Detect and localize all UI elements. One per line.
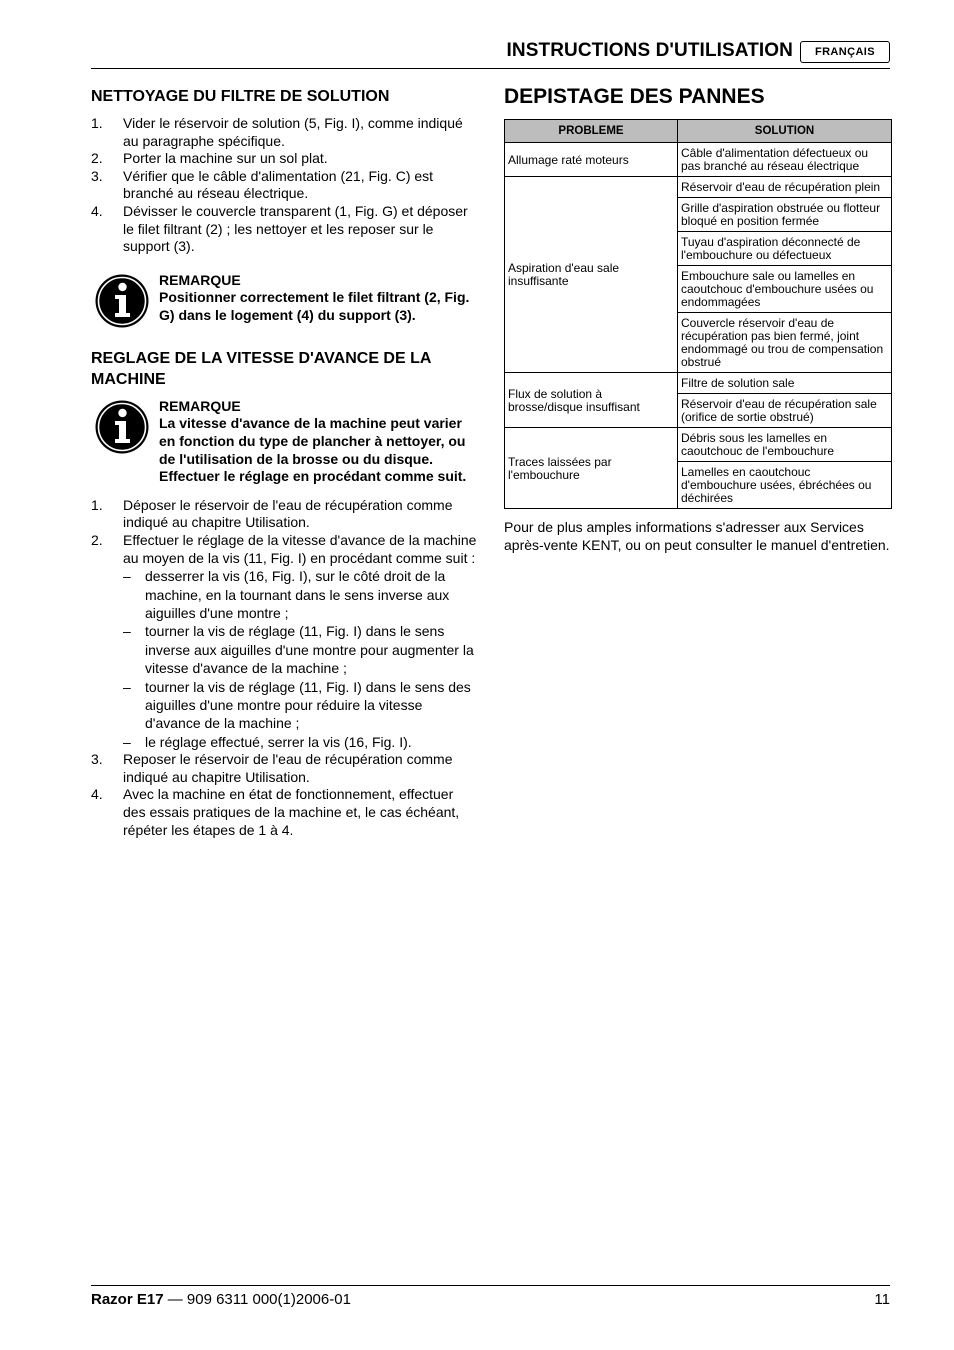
problem-cell: Traces laissées par l'embouchure	[505, 428, 678, 509]
section-title-filter: NETTOYAGE DU FILTRE DE SOLUTION	[91, 88, 390, 105]
info-icon	[95, 400, 149, 454]
step-number: 1.	[91, 115, 103, 131]
solution-cell: Réservoir d'eau de récupération sale (orifice de sortie obstrué)	[678, 394, 892, 428]
left-column	[91, 86, 477, 839]
dash-bullet: –	[123, 568, 131, 585]
sub-step-list	[123, 567, 477, 751]
step-text: Dévisser le couvercle transparent (1, Fig. G) et déposer le filet filtrant (2) ; les nettoyer et les reposer sur le support (3).	[123, 202, 468, 255]
solution-cell: Embouchure sale ou lamelles en caoutchouc d'embouchure usées ou endommagées	[678, 266, 892, 313]
step-text: Avec la machine en état de fonctionnement, effectuer des essais pratiques de la machine et, le cas échéant, répéter les étapes de 1 à 4.	[123, 786, 460, 838]
step-number: 3.	[91, 751, 103, 768]
note-filter	[91, 272, 477, 328]
list-item	[91, 497, 477, 532]
list-item	[91, 150, 477, 168]
solution-cell: Réservoir d'eau de récupération plein	[678, 177, 892, 198]
solution-cell: Tuyau d'aspiration déconnecté de l'embouchure ou défectueux	[678, 232, 892, 266]
note-body: Positionner correctement le filet filtrant (2, Fig. G) dans le logement (4) du support (3).	[159, 289, 470, 323]
step-number: 2.	[91, 531, 103, 548]
step-number: 4.	[91, 202, 103, 219]
page-header	[91, 38, 890, 68]
solution-cell: Débris sous les lamelles en caoutchouc de l'embouchure	[678, 428, 892, 462]
step-text: Reposer le réservoir de l'eau de récupération comme indiqué au chapitre Utilisation.	[123, 751, 453, 785]
step-text: Vider le réservoir de solution (5, Fig. I), comme indiqué au paragraphe spécifique.	[123, 115, 463, 149]
dash-bullet: –	[123, 623, 131, 640]
info-icon	[95, 274, 149, 328]
list-item	[91, 203, 477, 256]
note-title: REMARQUE	[159, 271, 241, 288]
list-item	[91, 751, 477, 786]
step-number: 3.	[91, 167, 103, 184]
list-item	[91, 532, 477, 751]
solution-cell: Lamelles en caoutchouc d'embouchure usées, ébréchées ou déchirées	[678, 462, 892, 509]
dash-bullet: –	[123, 678, 131, 695]
note-body: La vitesse d'avance de la machine peut varier en fonction du type de plancher à nettoyer, ou de l'utilisation de la brosse ou du disque. Effectuer le réglage en procédant comme suit.	[159, 415, 467, 485]
solution-cell: Filtre de solution sale	[678, 373, 892, 394]
step-text: Porter la machine sur un sol plat.	[123, 150, 328, 167]
page-number: 11	[874, 1291, 890, 1308]
step-text: Déposer le réservoir de l'eau de récupération comme indiqué au chapitre Utilisation.	[123, 496, 453, 531]
sub-list-item	[123, 678, 477, 733]
table-row	[505, 373, 892, 394]
table-header-row	[505, 120, 892, 143]
footer-doc-info	[91, 1291, 351, 1308]
sub-list-item	[123, 567, 477, 622]
footer-divider	[91, 1285, 890, 1286]
right-column	[504, 84, 892, 555]
dash-bullet: –	[123, 733, 131, 750]
header-divider	[91, 68, 890, 69]
troubleshooting-table	[504, 119, 892, 509]
sub-step-text: tourner la vis de réglage (11, Fig. I) dans le sens inverse aux aiguilles d'une montre pour augmenter la vitesse d'avance de la machine ;	[145, 623, 474, 677]
note-speed	[91, 398, 477, 486]
table-row	[505, 428, 892, 462]
filter-steps-list	[91, 115, 477, 256]
step-text: Effectuer le réglage de la vitesse d'avance de la machine au moyen de la vis (11, Fig. I) en procédant comme suit :	[123, 531, 477, 566]
model-name: Razor E17	[91, 1291, 164, 1308]
document-number: — 909 6311 000(1)2006-01	[163, 1291, 351, 1308]
language-badge: FRANÇAIS	[800, 41, 890, 63]
sub-step-text: desserrer la vis (16, Fig. I), sur le côté droit de la machine, en la tournant dans le sens inverse aux aiguilles d'une montre ;	[145, 568, 450, 621]
step-number: 1.	[91, 496, 103, 513]
header-title: INSTRUCTIONS D'UTILISATION	[506, 40, 793, 61]
solution-cell: Grille d'aspiration obstruée ou flotteur bloqué en position fermée	[678, 198, 892, 232]
troubleshooting-title: DEPISTAGE DES PANNES	[504, 85, 765, 108]
step-number: 4.	[91, 786, 103, 803]
problem-cell: Flux de solution à brosse/disque insuffisant	[505, 373, 678, 428]
table-row	[505, 143, 892, 177]
sub-list-item	[123, 733, 477, 751]
column-header-problem: PROBLEME	[505, 120, 678, 143]
table-row	[505, 177, 892, 198]
sub-step-text: le réglage effectué, serrer la vis (16, Fig. I).	[145, 733, 412, 750]
problem-cell: Aspiration d'eau sale insuffisante	[505, 177, 678, 373]
list-item	[91, 115, 477, 150]
list-item	[91, 168, 477, 203]
sub-list-item	[123, 622, 477, 677]
note-title: REMARQUE	[159, 397, 241, 414]
problem-cell: Allumage raté moteurs	[505, 143, 678, 177]
speed-steps-list	[91, 497, 477, 839]
column-header-solution: SOLUTION	[678, 120, 892, 143]
solution-cell: Couvercle réservoir d'eau de récupération pas bien fermé, joint endommagé ou trou de compensation obstrué	[678, 313, 892, 373]
solution-cell: Câble d'alimentation défectueux ou pas branché au réseau électrique	[678, 143, 892, 177]
sub-step-text: tourner la vis de réglage (11, Fig. I) dans le sens des aiguilles d'une montre pour réduire la vitesse d'avance de la machine ;	[145, 678, 471, 732]
list-item	[91, 786, 477, 839]
step-text: Vérifier que le câble d'alimentation (21, Fig. C) est branché au réseau électrique.	[123, 167, 434, 202]
step-number: 2.	[91, 150, 103, 167]
service-note: Pour de plus amples informations s'adresser aux Services après-vente KENT, ou on peut consulter le manuel d'entretien.	[504, 519, 890, 553]
section-title-speed: REGLAGE DE LA VITESSE D'AVANCE DE LA MACHINE	[91, 349, 431, 388]
